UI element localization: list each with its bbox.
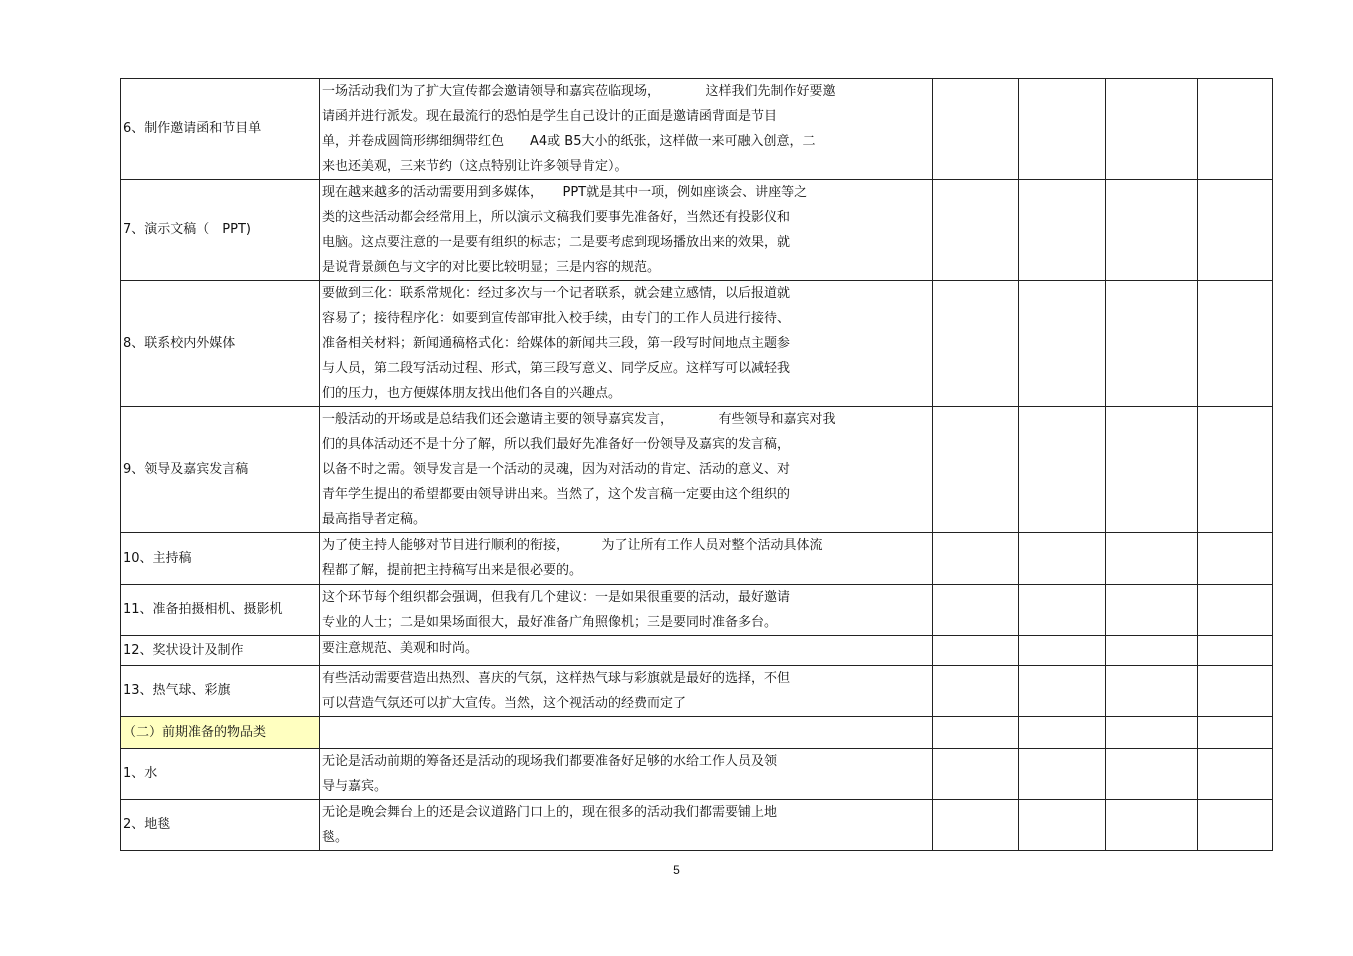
empty-cell [1198,407,1273,533]
empty-cell [1019,407,1106,533]
empty-cell [1019,800,1106,851]
empty-cell [1019,180,1106,281]
empty-cell [1019,717,1106,749]
empty-cell [1106,180,1198,281]
item-label: 13、热气球、彩旗 [121,666,320,717]
table-row [121,533,1273,585]
empty-cell [1198,180,1273,281]
section-header-row [121,717,1273,749]
table-row [121,800,1273,851]
item-label: 8、联系校内外媒体 [121,281,320,407]
empty-cell [933,533,1019,585]
empty-cell [1198,749,1273,800]
empty-cell [1198,666,1273,717]
empty-cell [1019,585,1106,636]
section-title: （二）前期准备的物品类 [121,717,320,749]
empty-cell [1106,800,1198,851]
item-label: 10、主持稿 [121,533,320,585]
table-row [121,180,1273,281]
empty-cell [1106,717,1198,749]
table-row [121,407,1273,533]
empty-cell [1198,717,1273,749]
item-description: 要注意规范、美观和时尚。 [320,636,933,666]
item-description: 为了使主持人能够对节目进行顺利的衔接， 为了让所有工作人员对整个活动具体流 程都了解，提前把主持稿写出来是很必要的。 [320,533,933,585]
empty-cell [1198,636,1273,666]
item-description: 有些活动需要营造出热烈、喜庆的气氛，这样热气球与彩旗就是最好的选择，不但 可以营造气氛还可以扩大宣传。当然，这个视活动的经费而定了 [320,666,933,717]
table-row [121,79,1273,180]
empty-cell [1106,749,1198,800]
empty-cell [1019,666,1106,717]
item-description: 一般活动的开场或是总结我们还会邀请主要的领导嘉宾发言， 有些领导和嘉宾对我 们的具体活动还不是十分了解，所以我们最好先准备好一份领导及嘉宾的发言稿， 以备不时之需。领导发言是一个活动的灵魂，因为对活动的肯定、活动的意义、对 青年学生提出的希望都要由领导讲出来。当然了，这个发言稿一定要由这个组织的 最高指导者定稿。 [320,407,933,533]
item-description: 这个环节每个组织都会强调，但我有几个建议：一是如果很重要的活动，最好邀请 专业的人士；二是如果场面很大，最好准备广角照像机；三是要同时准备多台。 [320,585,933,636]
empty-cell [1019,79,1106,180]
item-label: 6、制作邀请函和节目单 [121,79,320,180]
empty-cell [1106,281,1198,407]
empty-cell [1198,585,1273,636]
item-label: 9、领导及嘉宾发言稿 [121,407,320,533]
empty-cell [1106,533,1198,585]
table-row [121,281,1273,407]
empty-cell [1106,666,1198,717]
empty-cell [933,585,1019,636]
empty-cell [1019,636,1106,666]
item-description: 要做到三化：联系常规化：经过多次与一个记者联系，就会建立感情，以后报道就 容易了；接待程序化：如要到宣传部审批入校手续，由专门的工作人员进行接待、 准备相关材料；新闻通稿格式化：给媒体的新闻共三段，第一段写时间地点主题参 与人员，第二段写活动过程、形式，第三段写意义、同学反应。这样写可以减轻我 们的压力，也方便媒体朋友找出他们各自的兴趣点。 [320,281,933,407]
item-description: 一场活动我们为了扩大宣传都会邀请领导和嘉宾莅临现场， 这样我们先制作好要邀 请函并进行派发。现在最流行的恐怕是学生自己设计的正面是邀请函背面是节目 单，并卷成圆筒形绑细绸带红色 A4或 B5大小的纸张，这样做一来可融入创意，二 来也还美观，三来节约（这点特别让许多领导肯定）。 [320,79,933,180]
empty-cell [933,180,1019,281]
item-label: 12、奖状设计及制作 [121,636,320,666]
empty-cell [1198,281,1273,407]
item-description [320,717,933,749]
item-description: 现在越来越多的活动需要用到多媒体， PPT就是其中一项，例如座谈会、讲座等之 类的这些活动都会经常用上，所以演示文稿我们要事先准备好，当然还有投影仪和 电脑。这点要注意的一是要有组织的标志；二是要考虑到现场播放出来的效果，就 是说背景颜色与文字的对比要比较明显；三是内容的规范。 [320,180,933,281]
empty-cell [1019,281,1106,407]
empty-cell [1019,749,1106,800]
empty-cell [933,800,1019,851]
empty-cell [1106,636,1198,666]
item-label: 1、水 [121,749,320,800]
empty-cell [933,281,1019,407]
empty-cell [1198,800,1273,851]
empty-cell [1019,533,1106,585]
empty-cell [933,749,1019,800]
item-label: 11、准备拍摄相机、摄影机 [121,585,320,636]
empty-cell [933,717,1019,749]
empty-cell [933,636,1019,666]
empty-cell [1106,585,1198,636]
planning-table [120,78,1273,851]
empty-cell [1198,533,1273,585]
table-row [121,636,1273,666]
item-label: 7、演示文稿（ PPT) [121,180,320,281]
empty-cell [933,79,1019,180]
item-label: 2、地毯 [121,800,320,851]
item-description: 无论是晚会舞台上的还是会议道路门口上的，现在很多的活动我们都需要铺上地 毯。 [320,800,933,851]
item-description: 无论是活动前期的筹备还是活动的现场我们都要准备好足够的水给工作人员及领 导与嘉宾。 [320,749,933,800]
table-row [121,585,1273,636]
empty-cell [933,666,1019,717]
empty-cell [1106,407,1198,533]
table-row [121,666,1273,717]
page-number: 5 [673,863,680,877]
empty-cell [1106,79,1198,180]
empty-cell [1198,79,1273,180]
table-row [121,749,1273,800]
empty-cell [933,407,1019,533]
